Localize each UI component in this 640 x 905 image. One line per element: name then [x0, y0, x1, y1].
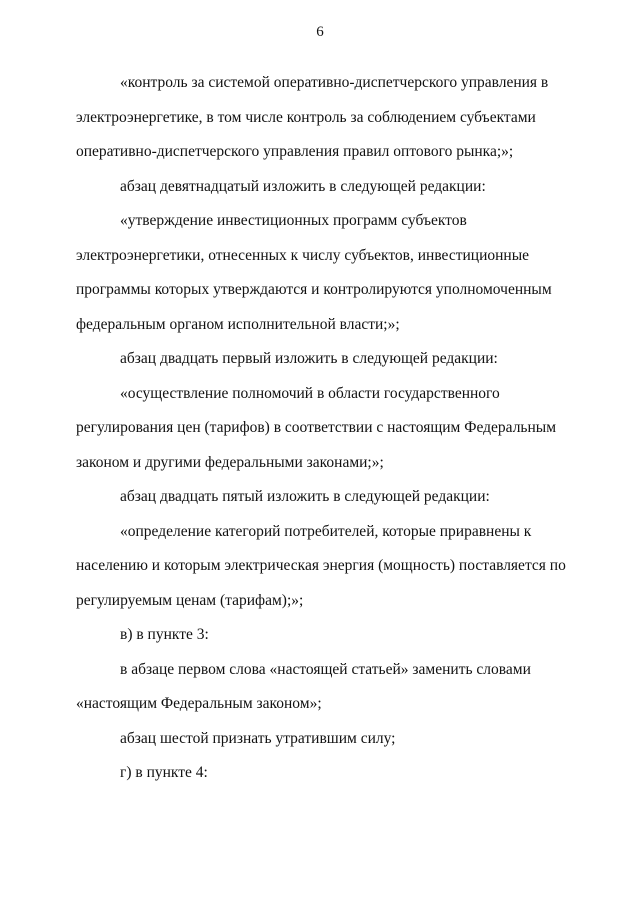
- paragraph-line: законом и другими федеральными законами;»;: [76, 453, 384, 471]
- paragraph-line: федеральным органом исполнительной власти;»;: [76, 315, 400, 333]
- paragraph-line: регулируемым ценам (тарифам);»;: [76, 591, 304, 609]
- paragraph-line: оперативно-диспетчерского управления правил оптового рынка;»;: [76, 143, 514, 160]
- paragraph-amend-21: [76, 342, 568, 377]
- paragraph-line: «определение категорий потребителей, которые приравнены к: [120, 522, 532, 540]
- paragraph-line: электроэнергетике, в том числе контроль за соблюдением субъектами: [76, 108, 536, 126]
- paragraph-line: «контроль за системой оперативно-диспетчерского управления в: [120, 74, 549, 91]
- paragraph-line: абзац шестой признать утратившим силу;: [120, 729, 396, 747]
- page-number: 6: [316, 24, 324, 40]
- paragraph-price-regulation: [76, 377, 568, 481]
- paragraph-line: абзац девятнадцатый изложить в следующей редакции:: [120, 177, 486, 195]
- paragraph-line: программы которых утверждаются и контролируются уполномоченным: [76, 281, 552, 298]
- paragraph-item-4: [76, 756, 568, 791]
- paragraph-line: регулирования цен (тарифов) в соответствии с настоящим Федеральным: [76, 419, 557, 436]
- paragraph-line: «настоящим Федеральным законом»;: [76, 695, 322, 712]
- paragraph-amend-19: [76, 170, 568, 205]
- paragraph-replace-words: [76, 653, 568, 722]
- paragraph-line: электроэнергетики, отнесенных к числу субъектов, инвестиционные: [76, 246, 529, 264]
- paragraph-item-3: [76, 618, 568, 653]
- paragraph-line: в) в пункте 3:: [120, 626, 209, 643]
- paragraph-line: «осуществление полномочий в области государственного: [120, 384, 500, 402]
- paragraph-amend-25: [76, 480, 568, 515]
- paragraph-line: населению и которым электрическая энергия (мощность) поставляется по: [76, 557, 566, 574]
- paragraph-line: г) в пункте 4:: [120, 764, 208, 781]
- paragraph-line: «утверждение инвестиционных программ субъектов: [120, 212, 467, 229]
- document-body: [76, 66, 568, 791]
- paragraph-line: в абзаце первом слова «настоящей статьей» заменить словами: [120, 660, 531, 678]
- paragraph-consumer-categories: [76, 515, 568, 619]
- paragraph-investment-programs: [76, 204, 568, 342]
- paragraph-line: абзац двадцать пятый изложить в следующей редакции:: [120, 488, 490, 505]
- paragraph-line: абзац двадцать первый изложить в следующей редакции:: [120, 350, 498, 367]
- paragraph-oversight-control: [76, 66, 568, 170]
- paragraph-repeal-sixth: [76, 722, 568, 757]
